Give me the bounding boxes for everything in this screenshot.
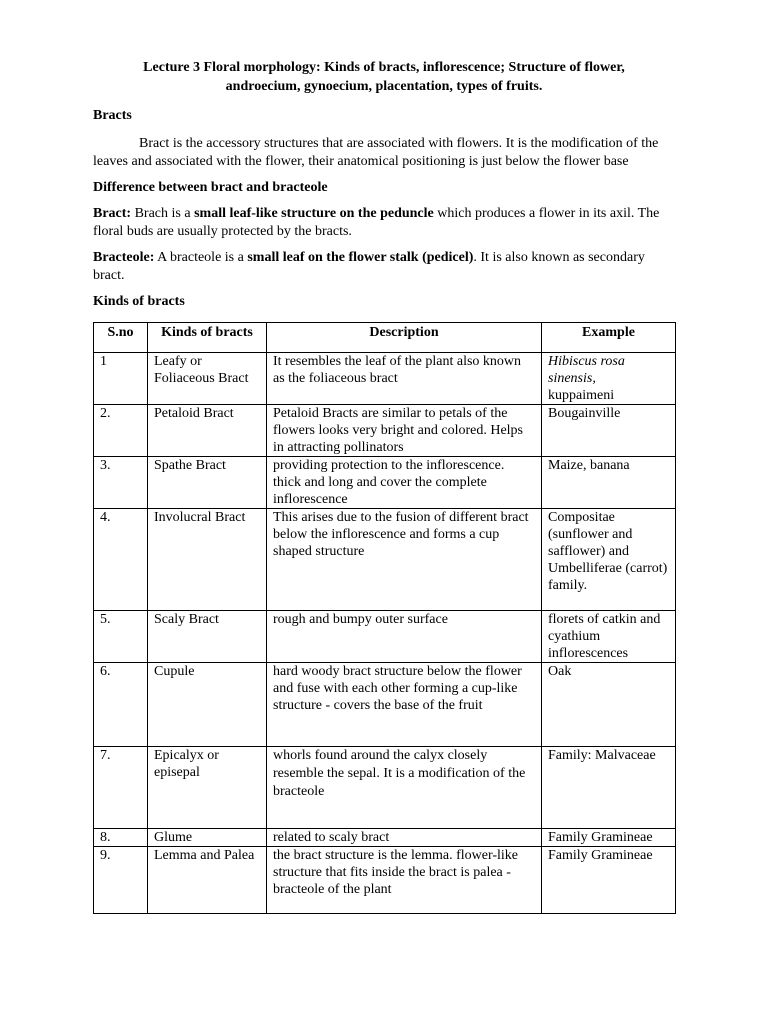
row-kind: Petaloid Bract: [148, 405, 267, 457]
row-sno: 5.: [94, 611, 148, 663]
row-description: This arises due to the fusion of different bract below the inflorescence and forms a cup shaped structure: [267, 509, 542, 611]
table-row: [94, 611, 676, 663]
row-sno: 2.: [94, 405, 148, 457]
row-sno: 6.: [94, 663, 148, 747]
row-example: Family Gramineae: [542, 829, 676, 847]
document-page: [93, 58, 675, 914]
row-kind: Cupule: [148, 663, 267, 747]
title-line-1: Lecture 3 Floral morphology: Kinds of bracts, inflorescence; Structure of flower,: [143, 60, 625, 75]
row-example: Family Gramineae: [542, 847, 676, 914]
title-line-2: androecium, gynoecium, placentation, types of fruits.: [225, 79, 543, 94]
bract-label: Bract:: [93, 206, 132, 221]
bracts-heading: Bracts: [93, 108, 132, 123]
row-description: providing protection to the inflorescence. thick and long and cover the complete inflorescence: [267, 457, 542, 509]
row-description: rough and bumpy outer surface: [267, 611, 542, 663]
row-example-italic: Hibiscus rosa sinensis,: [548, 354, 625, 386]
row-kind: Epicalyx or episepal: [148, 747, 267, 829]
bract-bold-text: small leaf-like structure on the peduncle: [194, 206, 434, 221]
bract-definition: [93, 205, 675, 241]
row-kind: Lemma and Palea: [148, 847, 267, 914]
row-kind: Leafy or Foliaceous Bract: [148, 353, 267, 405]
row-kind: Spathe Bract: [148, 457, 267, 509]
bracteole-label: Bracteole:: [93, 250, 155, 265]
row-example: [542, 353, 676, 405]
table-row: [94, 663, 676, 747]
bracts-paragraph: Bract is the accessory structures that are associated with flowers. It is the modification of the leaves and associated with the flower, their anatomical positioning is just below the flower base: [93, 136, 659, 169]
bracteole-definition: [93, 249, 675, 285]
table-row: [94, 747, 676, 829]
row-sno: 7.: [94, 747, 148, 829]
table-row: [94, 405, 676, 457]
row-kind: Glume: [148, 829, 267, 847]
row-description: It resembles the leaf of the plant also known as the foliaceous bract: [267, 353, 542, 405]
row-sno: 3.: [94, 457, 148, 509]
bracteole-text-a: A bracteole is a: [154, 250, 248, 265]
row-sno: 9.: [94, 847, 148, 914]
row-sno: 4.: [94, 509, 148, 611]
table-row: [94, 353, 676, 405]
row-description: whorls found around the calyx closely resemble the sepal. It is a modification of the bracteole: [267, 747, 542, 829]
table-row: [94, 829, 676, 847]
lecture-title: [93, 58, 675, 96]
row-example: Compositae (sunflower and safflower) and Umbelliferae (carrot) family.: [542, 509, 676, 611]
kinds-heading: Kinds of bracts: [93, 294, 185, 309]
header-kind: Kinds of bracts: [148, 323, 267, 353]
table-row: [94, 847, 676, 914]
header-example: Example: [542, 323, 676, 353]
row-description: the bract structure is the lemma. flower-like structure that fits inside the bract is palea - bracteole of the plant: [267, 847, 542, 914]
table-row: [94, 509, 676, 611]
bracts-table: [93, 322, 676, 914]
bracteole-bold-text: small leaf on the flower stalk (pedicel): [247, 250, 474, 265]
row-kind: Scaly Bract: [148, 611, 267, 663]
header-description: Description: [267, 323, 542, 353]
row-description: related to scaly bract: [267, 829, 542, 847]
row-example-text: kuppaimeni: [548, 388, 615, 403]
difference-heading: Difference between bract and bracteole: [93, 180, 328, 195]
row-example: Family: Malvaceae: [542, 747, 676, 829]
table-header-row: [94, 323, 676, 353]
bract-text-a: Brach is a: [131, 206, 195, 221]
row-example: florets of catkin and cyathium inflorescences: [542, 611, 676, 663]
row-example: Oak: [542, 663, 676, 747]
header-sno: S.no: [94, 323, 148, 353]
row-sno: 8.: [94, 829, 148, 847]
row-description: Petaloid Bracts are similar to petals of the flowers looks very bright and colored. Helps in attracting pollinators: [267, 405, 542, 457]
row-sno: 1: [94, 353, 148, 405]
table-row: [94, 457, 676, 509]
row-example: Maize, banana: [542, 457, 676, 509]
bract-text-b: which produces a flower in its axil. The floral buds are usually protected by the bracts.: [93, 206, 660, 239]
row-kind: Involucral Bract: [148, 509, 267, 611]
row-example: Bougainville: [542, 405, 676, 457]
row-description: hard woody bract structure below the flower and fuse with each other forming a cup-like structure - covers the base of the fruit: [267, 663, 542, 747]
bracteole-text-b: . It is also known as secondary bract.: [93, 250, 645, 283]
